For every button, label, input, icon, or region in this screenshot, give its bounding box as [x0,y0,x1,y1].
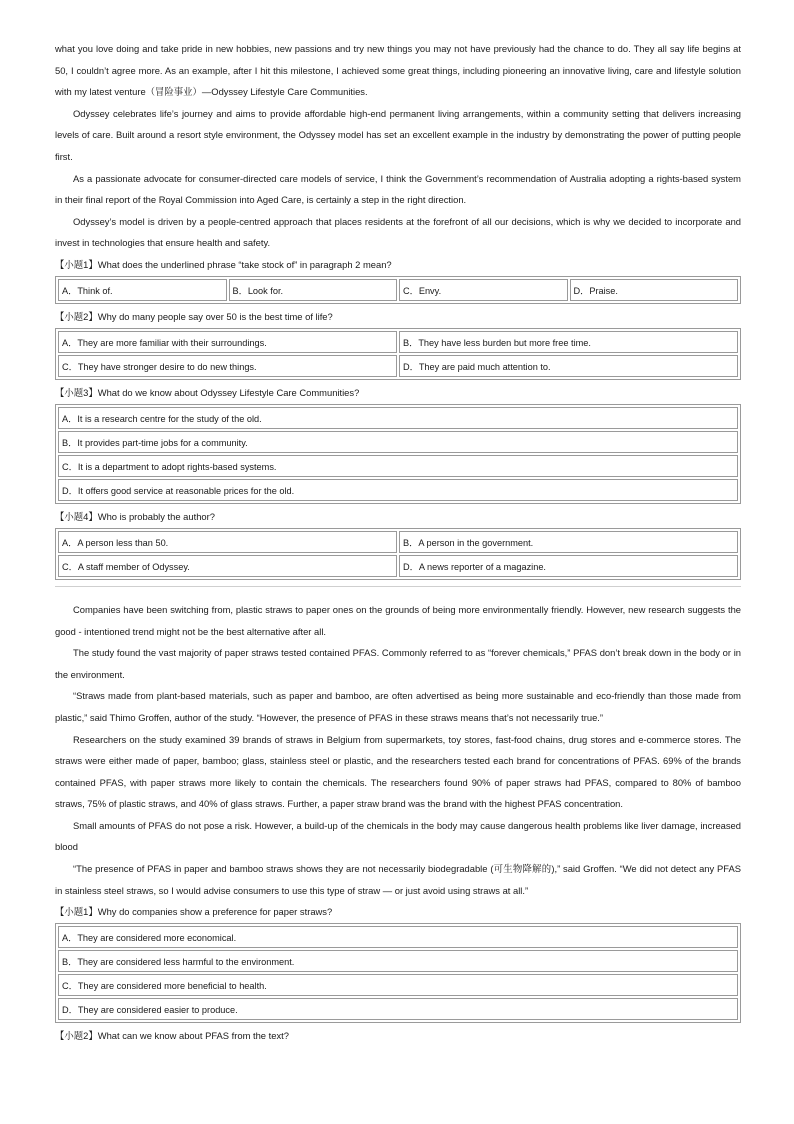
option-a[interactable]: A．They are considered more economical. [58,926,738,948]
option-b[interactable]: B．They are considered less harmful to the environment. [58,950,738,972]
passage-2 [55,599,741,1046]
question-stem: 【小题4】Who is probably the author? [55,510,215,522]
passage-2-paragraph-2: The study found the vast majority of paper straws tested contained PFAS. Commonly referred to as “forever chemicals,” PFAS don’t break down in the body or in the environment. [55,647,741,680]
option-a[interactable]: A．Think of. [58,279,227,301]
passage-2-paragraph-1: Companies have been switching from, plastic straws to paper ones on the grounds of being more environmentally friendly. However, new research suggests the good - intentioned trend might not be the best alternative after all. [55,603,741,637]
document-page [55,38,741,1046]
passage-2-paragraph-3: “Straws made from plant-based materials, such as paper and bamboo, are often advertised as being more sustainable and eco-friendly than those made from plastic,” said Thimo Groffen, author of the study. “However, the presence of PFAS in these straws means that’s not necessarily true.” [55,690,741,723]
option-a[interactable]: A．They are more familiar with their surroundings. [58,331,397,353]
passage-1-paragraph-2: Odyssey celebrates life’s journey and aims to provide affordable high-end permanent living arrangements, within a community setting that delivers increasing levels of care. Built around a resort style environment, the Odyssey model has set an excellent example in the industry by demonstrating the power of putting people first. [55,107,741,162]
option-a[interactable]: A．It is a research centre for the study of the old. [58,407,738,429]
passage-2-paragraph-5: Small amounts of PFAS do not pose a risk. However, a build-up of the chemicals in the body may cause dangerous health problems like liver damage, increased blood [55,819,741,853]
section-divider [55,586,741,587]
question-stem: 【小题1】What does the underlined phrase “take stock of” in paragraph 2 mean? [55,258,392,270]
option-b[interactable]: B．They have less burden but more free time. [399,331,738,353]
option-d[interactable]: D．They are considered easier to produce. [58,998,738,1020]
option-d[interactable]: D．They are paid much attention to. [399,355,738,377]
passage-1-paragraph-1: what you love doing and take pride in new hobbies, new passions and try new things you may not have previously had the chance to do. They all say life begins at 50, I couldn’t agree more. As an example, after I hit this milestone, I achieved some great things, including pioneering an innovative living, care and lifestyle solution with my latest venture（冒险事业）—Odyssey Lifestyle Care Communities. [55,43,741,98]
question-options [55,528,741,580]
option-d[interactable]: D．Praise. [570,279,739,301]
question-options [55,328,741,380]
option-d[interactable]: D．A news reporter of a magazine. [399,555,738,577]
question-stem: 【小题1】Why do companies show a preference for paper straws? [55,906,333,918]
option-c[interactable]: C．They have stronger desire to do new things. [58,355,397,377]
question-stem: 【小题2】Why do many people say over 50 is the best time of life? [55,310,333,322]
option-c[interactable]: C．A staff member of Odyssey. [58,555,397,577]
option-b[interactable]: B．It provides part-time jobs for a community. [58,431,738,453]
passage-1-paragraph-4: Odyssey’s model is driven by a people-centred approach that places residents at the forefront of all our decisions, which is why we decided to incorporate and invest in technologies that ensure health and safety. [55,215,741,249]
option-b[interactable]: B．Look for. [229,279,398,301]
option-c[interactable]: C．They are considered more beneficial to health. [58,974,738,996]
option-c[interactable]: C．Envy. [399,279,568,301]
question-options [55,923,741,1023]
question-stem: 【小题2】What can we know about PFAS from the text? [55,1030,289,1042]
option-b[interactable]: B．A person in the government. [399,531,738,553]
option-d[interactable]: D．It offers good service at reasonable prices for the old. [58,479,738,501]
passage-2-paragraph-4: Researchers on the study examined 39 brands of straws in Belgium from supermarkets, toy stores, fast-food chains, drug stores and e-commerce stores. The straws were either made of paper, bamboo; glass, stainless steel or plastic, and the researchers tested each brand for concentrations of PFAS. 69% of the brands contained PFAS, with paper straws more likely to contain the chemicals. The researchers found 90% of paper straws had PFAS, compared to 80% of bamboo straws, 75% of plastic straws, and 40% of glass straws. Further, a paper straw brand was the brand with the highest PFAS concentration. [55,733,741,810]
question-options [55,276,741,304]
passage-2-paragraph-6: “The presence of PFAS in paper and bamboo straws shows they are not necessarily biodegradable (可生物降解的),” said Groffen. “We did not detect any PFAS in stainless steel straws, so I would advise consumers to use this type of straw — or just avoid using straws at all.” [55,863,741,896]
passage-1-paragraph-3: As a passionate advocate for consumer-directed care models of service, I think the Government’s recommendation of Australia adopting a rights-based system in their final report of the Royal Commission into Aged Care, is certainly a step in the right direction. [55,172,741,206]
option-c[interactable]: C．It is a department to adopt rights-based systems. [58,455,738,477]
passage-1 [55,38,741,580]
question-options [55,404,741,504]
question-stem: 【小题3】What do we know about Odyssey Lifestyle Care Communities? [55,386,360,398]
option-a[interactable]: A．A person less than 50. [58,531,397,553]
